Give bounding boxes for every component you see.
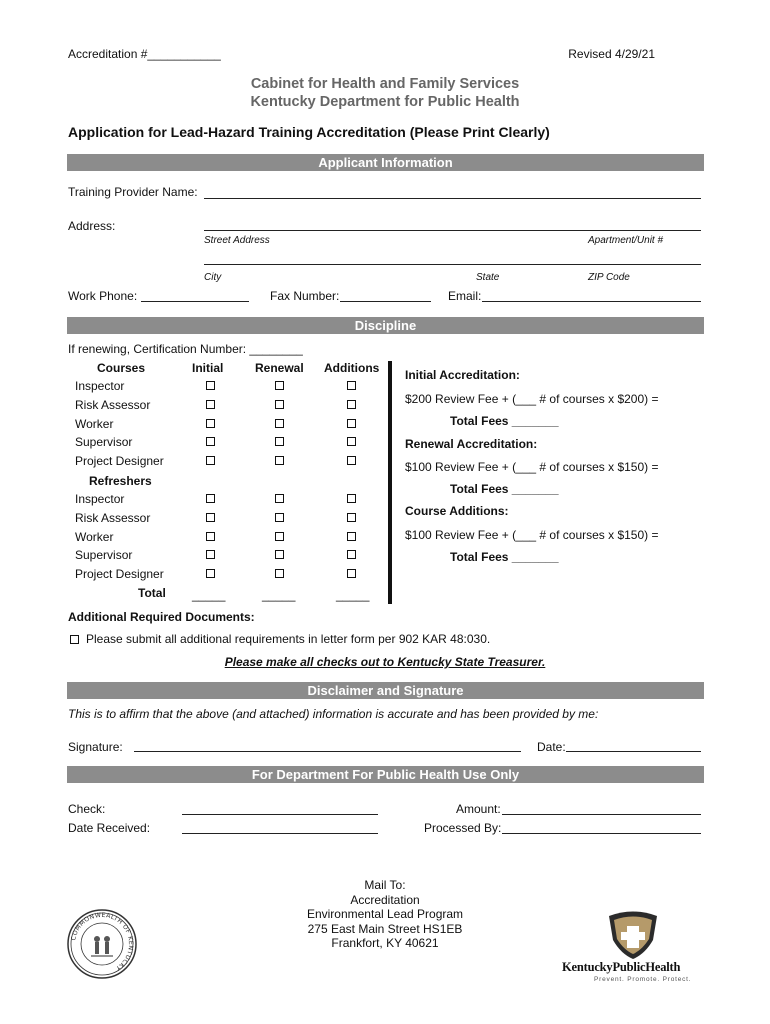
initial-accreditation-title: Initial Accreditation: bbox=[405, 368, 520, 382]
refresher-course-label: Inspector bbox=[75, 492, 125, 506]
street-address-field[interactable] bbox=[204, 230, 701, 231]
check-field[interactable] bbox=[182, 814, 378, 815]
initial-fee-formula: $200 Review Fee + (___ # of courses x $200) = bbox=[405, 392, 659, 406]
form-title: Application for Lead-Hazard Training Accreditation (Please Print Clearly) bbox=[68, 124, 550, 140]
fax-field[interactable] bbox=[340, 301, 431, 302]
course-course-label: Inspector bbox=[75, 379, 125, 393]
refresher-initial-checkbox[interactable] bbox=[206, 550, 215, 559]
renewal-total-fees[interactable]: Total Fees _______ bbox=[450, 482, 559, 496]
discipline-divider bbox=[388, 361, 392, 604]
revised-date: Revised 4/29/21 bbox=[568, 47, 655, 61]
accreditation-number: Accreditation #___________ bbox=[68, 47, 221, 61]
zip-caption: ZIP Code bbox=[588, 272, 630, 283]
refresher-initial-checkbox[interactable] bbox=[206, 494, 215, 503]
street-address-caption: Street Address bbox=[204, 235, 270, 246]
course-additions-title: Course Additions: bbox=[405, 504, 509, 518]
applicant-info-header: Applicant Information bbox=[67, 154, 704, 171]
signature-field[interactable] bbox=[134, 751, 521, 752]
work-phone-label: Work Phone: bbox=[68, 289, 138, 303]
refreshers-label: Refreshers bbox=[89, 474, 152, 488]
address-label: Address: bbox=[68, 219, 116, 233]
date-label: Date: bbox=[537, 740, 566, 754]
total-label: Total bbox=[138, 586, 166, 600]
total-renewal[interactable]: _____ bbox=[262, 588, 296, 602]
renewal-accreditation-title: Renewal Accreditation: bbox=[405, 437, 538, 451]
course-additions-checkbox[interactable] bbox=[347, 419, 356, 428]
refresher-renewal-checkbox[interactable] bbox=[275, 569, 284, 578]
renewing-cert-number: If renewing, Certification Number: ________ bbox=[68, 342, 303, 356]
city-caption: City bbox=[204, 272, 222, 283]
col-renewal: Renewal bbox=[255, 361, 304, 375]
disclaimer-header: Disclaimer and Signature bbox=[67, 682, 704, 699]
refresher-renewal-checkbox[interactable] bbox=[275, 513, 284, 522]
course-additions-checkbox[interactable] bbox=[347, 381, 356, 390]
mail-line: 275 East Main Street HS1EB bbox=[307, 921, 463, 936]
course-additions-checkbox[interactable] bbox=[347, 456, 356, 465]
course-additions-checkbox[interactable] bbox=[347, 437, 356, 446]
state-caption: State bbox=[476, 272, 500, 283]
refresher-renewal-checkbox[interactable] bbox=[275, 532, 284, 541]
fax-label: Fax Number: bbox=[270, 289, 340, 303]
agency-line-1: Cabinet for Health and Family Services bbox=[250, 76, 520, 92]
kentucky-public-health-shield-icon bbox=[605, 910, 661, 960]
course-initial-checkbox[interactable] bbox=[206, 456, 215, 465]
check-label: Check: bbox=[68, 802, 106, 816]
kentucky-seal-icon bbox=[66, 908, 138, 980]
seal-text: COMMONWEALTH OF KENTUCKY bbox=[70, 911, 135, 972]
city-state-zip-field[interactable] bbox=[204, 264, 701, 265]
signature-label: Signature: bbox=[68, 740, 123, 754]
course-initial-checkbox[interactable] bbox=[206, 400, 215, 409]
initial-total-fees[interactable]: Total Fees _______ bbox=[450, 414, 559, 428]
amount-field[interactable] bbox=[502, 814, 701, 815]
refresher-additions-checkbox[interactable] bbox=[347, 513, 356, 522]
mail-line: Environmental Lead Program bbox=[306, 907, 464, 921]
course-renewal-checkbox[interactable] bbox=[275, 400, 284, 409]
refresher-course-label: Supervisor bbox=[75, 548, 133, 563]
total-initial[interactable]: _____ bbox=[192, 588, 226, 602]
additional-docs-title: Additional Required Documents: bbox=[68, 610, 255, 624]
logo-tagline: Prevent. Promote. Protect. bbox=[594, 976, 692, 983]
total-additions[interactable]: _____ bbox=[336, 588, 370, 602]
refresher-course-label: Worker bbox=[75, 529, 114, 544]
email-field[interactable] bbox=[482, 301, 701, 302]
col-courses: Courses bbox=[97, 361, 146, 375]
additions-total-fees[interactable]: Total Fees _______ bbox=[450, 550, 559, 564]
provider-name-field[interactable] bbox=[204, 198, 701, 199]
refresher-initial-checkbox[interactable] bbox=[206, 569, 215, 578]
refresher-initial-checkbox[interactable] bbox=[206, 513, 215, 522]
course-initial-checkbox[interactable] bbox=[206, 381, 215, 390]
logo-name: KentuckyPublicHealth bbox=[562, 960, 681, 974]
amount-label: Amount: bbox=[456, 802, 501, 816]
course-additions-checkbox[interactable] bbox=[347, 400, 356, 409]
additional-docs-text: Please submit all additional requirements in letter form per 902 KAR 48:030. bbox=[86, 632, 491, 646]
provider-name-label: Training Provider Name: bbox=[68, 185, 198, 199]
course-initial-checkbox[interactable] bbox=[206, 419, 215, 428]
disclaimer-text: This is to affirm that the above (and attached) information is accurate and has been provided by me: bbox=[68, 707, 599, 721]
refresher-course-label: Risk Assessor bbox=[75, 510, 151, 525]
date-received-field[interactable] bbox=[182, 833, 378, 834]
col-additions: Additions bbox=[324, 361, 380, 375]
discipline-header: Discipline bbox=[67, 317, 704, 334]
checks-payable-note: Please make all checks out to Kentucky State Treasurer. bbox=[224, 655, 546, 669]
course-renewal-checkbox[interactable] bbox=[275, 437, 284, 446]
course-course-label: Worker bbox=[75, 416, 114, 431]
svg-text:COMMONWEALTH OF KENTUCKY bbox=[70, 912, 134, 972]
refresher-additions-checkbox[interactable] bbox=[347, 550, 356, 559]
date-received-label: Date Received: bbox=[68, 821, 151, 835]
refresher-initial-checkbox[interactable] bbox=[206, 532, 215, 541]
course-course-label: Supervisor bbox=[75, 435, 133, 450]
processed-by-field[interactable] bbox=[502, 833, 701, 834]
renewal-fee-formula: $100 Review Fee + (___ # of courses x $150) = bbox=[405, 460, 659, 474]
refresher-additions-checkbox[interactable] bbox=[347, 569, 356, 578]
refresher-renewal-checkbox[interactable] bbox=[275, 494, 284, 503]
mail-line: Mail To: bbox=[364, 878, 406, 892]
additions-fee-formula: $100 Review Fee + (___ # of courses x $150) = bbox=[405, 528, 659, 542]
additional-docs-checkbox[interactable] bbox=[70, 635, 79, 644]
refresher-renewal-checkbox[interactable] bbox=[275, 550, 284, 559]
email-label: Email: bbox=[448, 289, 482, 303]
refresher-course-label: Project Designer bbox=[75, 567, 164, 582]
mail-line: Accreditation bbox=[350, 892, 420, 907]
work-phone-field[interactable] bbox=[141, 301, 249, 302]
col-initial: Initial bbox=[192, 361, 224, 375]
processed-by-label: Processed By: bbox=[424, 821, 502, 835]
course-course-label: Risk Assessor bbox=[75, 397, 151, 412]
date-field[interactable] bbox=[566, 751, 701, 752]
agency-line-2: Kentucky Department for Public Health bbox=[250, 94, 520, 110]
course-renewal-checkbox[interactable] bbox=[275, 381, 284, 390]
course-initial-checkbox[interactable] bbox=[206, 437, 215, 446]
course-renewal-checkbox[interactable] bbox=[275, 419, 284, 428]
course-course-label: Project Designer bbox=[75, 454, 164, 469]
refresher-additions-checkbox[interactable] bbox=[347, 494, 356, 503]
apartment-caption: Apartment/Unit # bbox=[588, 235, 664, 246]
department-use-header: For Department For Public Health Use Only bbox=[67, 766, 704, 783]
refresher-additions-checkbox[interactable] bbox=[347, 532, 356, 541]
mail-line: Frankfort, KY 40621 bbox=[331, 936, 439, 950]
course-renewal-checkbox[interactable] bbox=[275, 456, 284, 465]
